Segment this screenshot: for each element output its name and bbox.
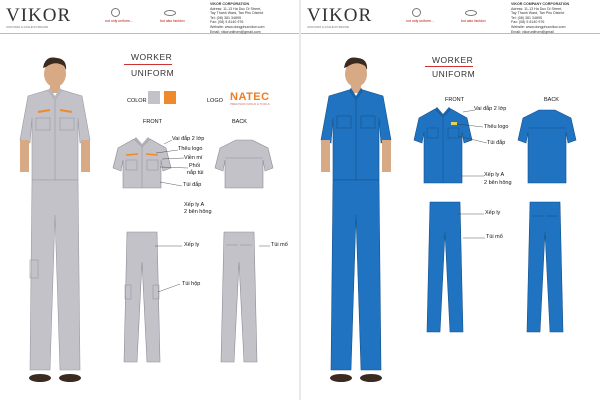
label-side-pleat: 2 bên hông bbox=[484, 180, 512, 186]
model-figure bbox=[20, 57, 90, 382]
back-pants bbox=[527, 202, 563, 332]
label-cargo-pocket: Túi hộp bbox=[182, 281, 201, 287]
label-side-pleat: 2 bên hông bbox=[184, 209, 212, 215]
front-shirt bbox=[414, 107, 472, 183]
tagline: not only uniform... bbox=[105, 19, 133, 23]
back-heading: BACK bbox=[232, 119, 247, 125]
grey-swatch bbox=[148, 91, 160, 104]
label-pleat: Xếp ly bbox=[485, 210, 501, 216]
title-underline bbox=[425, 66, 473, 67]
label-pleat-a: Xếp ly A bbox=[184, 202, 205, 208]
label-embroidered-logo: Thêu logo bbox=[178, 146, 203, 152]
title-uniform: UNIFORM bbox=[432, 69, 476, 79]
label-shoulder: Vai đắp 2 lớp bbox=[172, 136, 205, 142]
logo-label: LOGO bbox=[207, 98, 223, 104]
model-figure bbox=[321, 57, 391, 382]
label-embroidered-logo: Thêu logo bbox=[484, 124, 509, 130]
brand-subtitle: UNIFORM & FASHION BRAND bbox=[307, 25, 350, 29]
tagline: not only uniform... bbox=[406, 19, 434, 23]
grey-uniform-sheet bbox=[0, 0, 299, 400]
brand-subtitle: UNIFORM & FASHION BRAND bbox=[6, 25, 49, 29]
front-shirt bbox=[113, 137, 171, 188]
label-piping: Viền mí bbox=[184, 155, 203, 161]
title-worker: WORKER bbox=[432, 55, 474, 65]
label-pleat-a: Xếp ly A bbox=[484, 172, 505, 178]
label-patch-pocket: Túi đắp bbox=[487, 140, 506, 146]
tagline-2: but also fashion bbox=[160, 19, 185, 23]
label-pocket-flap: nắp túi bbox=[187, 170, 204, 176]
title-uniform: UNIFORM bbox=[131, 68, 175, 78]
blue-uniform-sheet bbox=[301, 0, 600, 400]
back-shirt bbox=[518, 110, 576, 183]
label-patch-pocket: Túi đắp bbox=[183, 182, 202, 188]
label-mix: Phối bbox=[189, 163, 201, 169]
company-address: VIKOR CORPORATION Adress: 11-13 Ha Duc Di Street, Tay Thanh Ward, Tan Phu District Tel: (08) 381 34895 Fax: (08) 5 8140 976 Website: www.dongphucvikor.com Email: vikorunifrom@gmail.com bbox=[210, 2, 265, 34]
label-shoulder: Vai đắp 2 lớp bbox=[474, 106, 507, 112]
label-slit-pocket: Túi mổ bbox=[271, 242, 288, 248]
front-pants bbox=[124, 232, 160, 362]
front-heading: FRONT bbox=[445, 97, 464, 103]
brand-logo: VIKOR bbox=[6, 5, 72, 26]
brand-logo: VIKOR bbox=[307, 5, 373, 26]
front-heading: FRONT bbox=[143, 119, 162, 125]
orange-swatch bbox=[164, 91, 176, 104]
natec-logo: NATEC PRECISION MOLD & TOOLS bbox=[230, 91, 270, 106]
back-pants bbox=[221, 232, 257, 362]
label-pleat: Xếp ly bbox=[184, 242, 200, 248]
title-underline bbox=[124, 64, 172, 65]
title-worker: WORKER bbox=[131, 52, 173, 62]
back-shirt bbox=[215, 140, 273, 188]
tagline-2: but also fashion bbox=[461, 19, 486, 23]
front-pants bbox=[427, 202, 463, 332]
company-address: VIKOR COMPANY CORPORATION Adress: 11-13 Ha Duc Di Street, Tay Thanh Ward, Tan Phu District Tel: (08) 381 34895 Fax: (08) 5 8140 976 Website: www.dongphucvikor.com Email: vikorunifrom@gmail bbox=[511, 2, 570, 34]
label-slit-pocket: Túi mổ bbox=[486, 234, 503, 240]
back-heading: BACK bbox=[544, 97, 559, 103]
color-label: COLOR bbox=[127, 98, 147, 104]
